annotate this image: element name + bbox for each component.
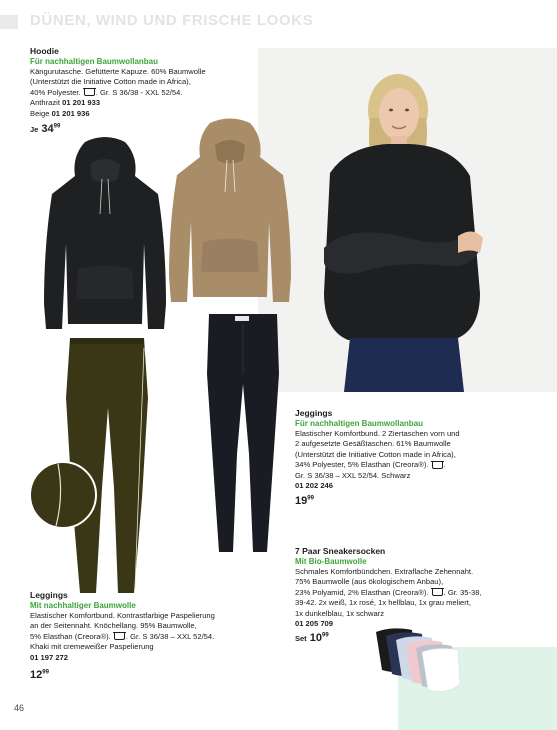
washing-icon xyxy=(84,89,95,96)
leggings-desc-text: 5% Elasthan (Creora®). xyxy=(30,631,111,641)
page-header-title: DÜNEN, WIND UND FRISCHE LOOKS xyxy=(30,12,314,29)
jeggings-desc-line: Gr. S 36/38 – XXL 52/54. Schwarz xyxy=(295,470,411,480)
price-cents: 99 xyxy=(42,669,49,676)
leggings-desc-text: . Gr. S 36/38 – XXL 52/54. xyxy=(125,631,215,641)
variant-label: Anthrazit xyxy=(30,98,60,108)
price-cents: 99 xyxy=(307,495,314,502)
socks-title: 7 Paar Sneakersocken xyxy=(295,546,386,556)
article-number: 01 201 933 xyxy=(62,98,101,108)
leggings-desc-line xyxy=(30,632,270,642)
price-main: 19 xyxy=(295,495,308,508)
hoodie-desc-line: Kängurutasche. Gefütterte Kapuze. 60% Baumwolle xyxy=(30,67,206,76)
article-number: 01 201 936 xyxy=(51,108,90,118)
leggings-tagline: Mit nachhaltiger Baumwolle xyxy=(30,601,136,610)
jeggings-info xyxy=(295,408,555,507)
jeggings-desc-line: Elastischer Komfortbund. 2 Ziertaschen vorn und xyxy=(295,429,460,438)
price-cents: 99 xyxy=(53,123,61,130)
variant-label: Beige xyxy=(30,108,50,118)
leggings-title: Leggings xyxy=(30,590,68,600)
socks-desc-line: 75% Baumwolle (aus ökologischem Anbau), xyxy=(295,577,444,587)
socks-image xyxy=(372,624,462,696)
black-hoodie-image xyxy=(40,134,170,334)
jeggings-description xyxy=(295,429,555,491)
jeggings-tagline: Für nachhaltigen Baumwollanbau xyxy=(295,419,424,428)
price-prefix: Je xyxy=(30,125,39,135)
article-number: 01 197 272 xyxy=(30,652,69,662)
jeggings-title: Jeggings xyxy=(295,408,333,418)
leggings-desc-line: Khaki mit cremeweißer Paspelierung xyxy=(30,642,154,652)
price-cents: 99 xyxy=(321,632,329,639)
model-photo xyxy=(258,48,557,392)
jeggings-desc-text: . xyxy=(443,460,446,470)
hoodie-description xyxy=(30,67,260,119)
model-illustration xyxy=(258,48,557,392)
socks-desc-line: Schmales Komfortbündchen. Extraflache Zehennaht. xyxy=(295,567,474,576)
leggings-desc-line: Elastischer Komfortbund. Kontrastfarbige Paspelierung xyxy=(30,611,215,620)
leggings-desc-line: an der Seitennaht. Knöchellang. 95% Baumwolle, xyxy=(30,621,197,631)
hoodie-title: Hoodie xyxy=(30,46,59,56)
socks-desc-line: 1x dunkelblau, 1x schwarz xyxy=(295,608,385,618)
socks-desc-line: 39-42. 2x weiß, 1x rosé, 1x hellblau, 1x grau meliert, xyxy=(295,598,472,608)
socks-tagline: Mit Bio-Baumwolle xyxy=(295,557,367,566)
jeggings-desc-line: 2 aufgesetzte Gesäßtaschen. 61% Baumwolle xyxy=(295,439,451,449)
socks-desc-text: . Gr. 35-38, xyxy=(443,587,482,597)
jeggings-desc-line xyxy=(295,460,555,470)
leggings-description xyxy=(30,611,270,663)
hoodie-desc-line xyxy=(30,88,260,98)
article-number: 01 202 246 xyxy=(295,481,334,491)
jeggings-image xyxy=(203,314,283,556)
page-number: 46 xyxy=(14,703,25,713)
header-accent-bar xyxy=(0,15,18,29)
price-main: 34 xyxy=(41,123,54,136)
washing-icon xyxy=(114,633,125,640)
price-prefix: Set xyxy=(295,634,307,644)
washing-icon xyxy=(432,462,443,469)
beige-hoodie-image xyxy=(165,117,295,307)
price-main: 10 xyxy=(309,632,322,645)
washing-icon xyxy=(432,589,443,596)
hoodie-desc-line: (Unterstützt die Initiative Cotton made in Africa), xyxy=(30,77,191,87)
hoodie-variant xyxy=(30,98,260,108)
jeggings-desc-line: (Unterstützt die Initiative Cotton made in Africa), xyxy=(295,449,456,459)
leggings-info xyxy=(30,590,270,681)
socks-description xyxy=(295,567,555,629)
hoodie-tagline: Für nachhaltigen Baumwollanbau xyxy=(30,57,159,66)
socks-desc-text: 23% Polyamid, 2% Elasthan (Creora®). xyxy=(295,587,429,597)
leggings-price xyxy=(30,669,270,681)
article-number: 01 205 709 xyxy=(295,619,334,629)
socks-desc-line xyxy=(295,588,555,598)
hoodie-desc-text: . Gr. S 36/38 - XXL 52/54. xyxy=(95,87,183,97)
hoodie-desc-text: 40% Polyester. xyxy=(30,87,81,97)
price-main: 12 xyxy=(30,669,43,682)
jeggings-desc-text: 34% Polyester, 5% Elasthan (Creora®). xyxy=(295,460,429,470)
fabric-detail-zoom xyxy=(28,460,98,530)
jeggings-price xyxy=(295,495,555,507)
